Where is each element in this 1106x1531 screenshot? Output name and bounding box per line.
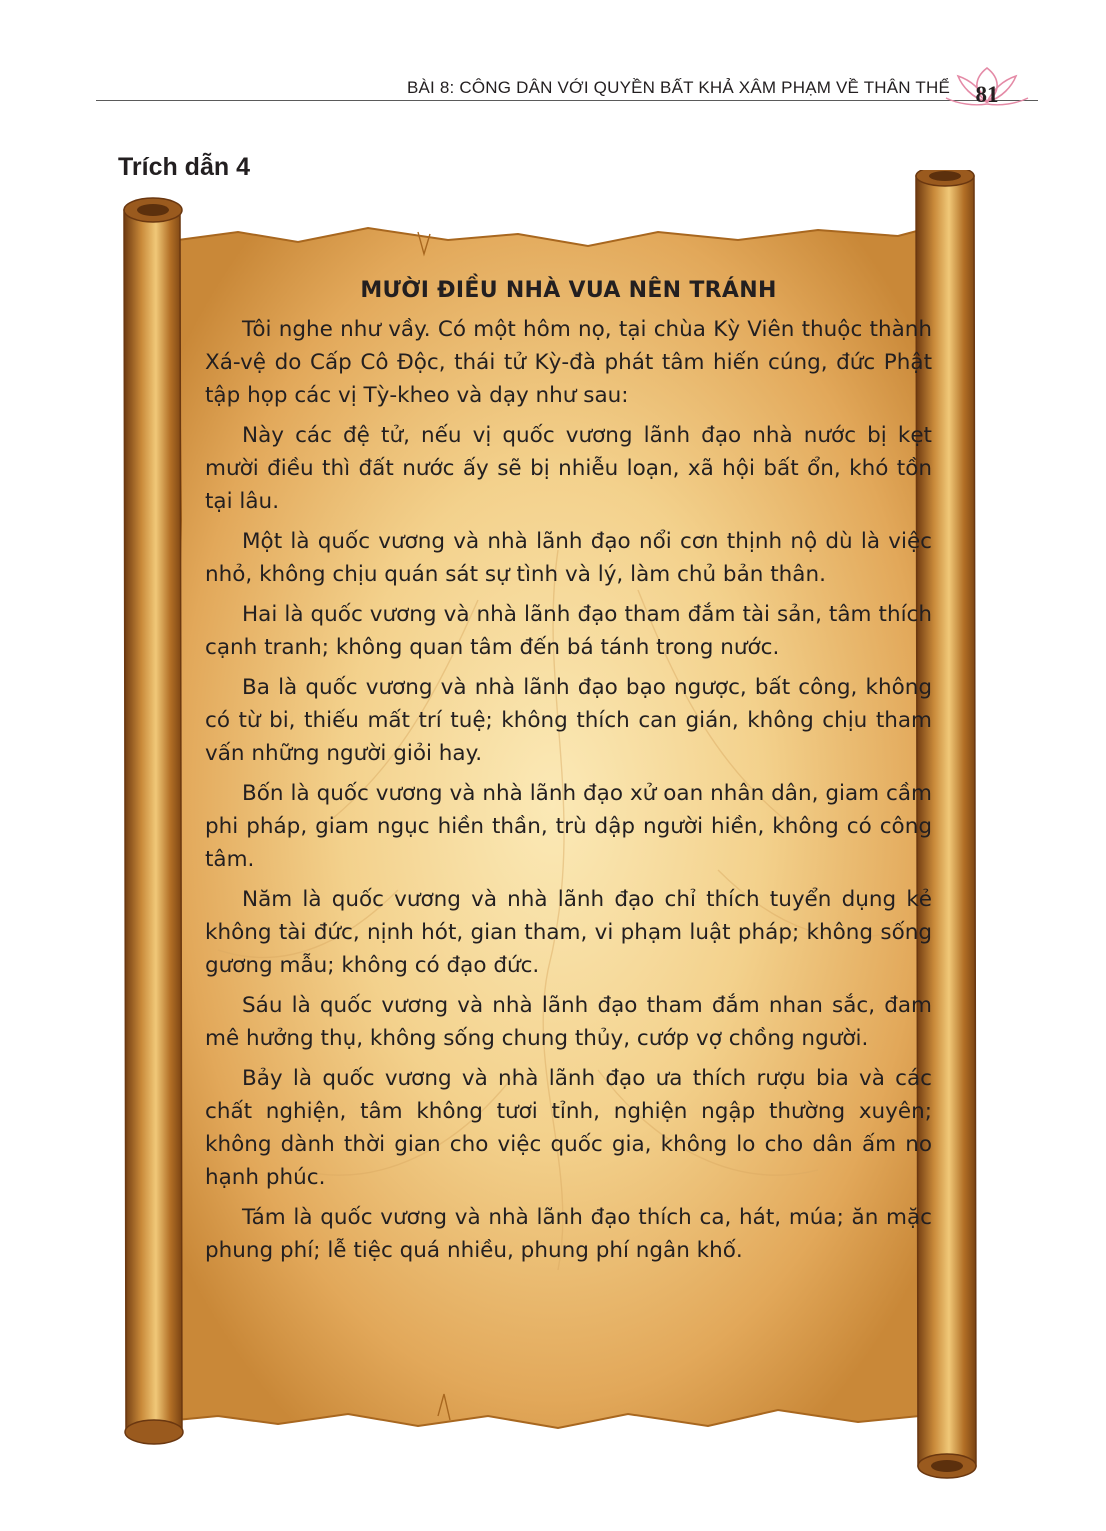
paragraph-six: Sáu là quốc vương và nhà lãnh đạo tham đắm nhan sắc, đam mê hưởng thụ, không sống chung thủy, cướp vợ chồng người. xyxy=(205,993,932,1051)
paragraph-one: Một là quốc vương và nhà lãnh đạo nổi cơn thịnh nộ dù là việc nhỏ, không chịu quán sát sự tình và lý, làm chủ bản thân. xyxy=(205,529,932,587)
paragraph-preface: Này các đệ tử, nếu vị quốc vương lãnh đạo nhà nước bị kẹt mười điều thì đất nước ấy sẽ bị nhiễu loạn, xã hội bất ổn, khó tồn tại lâu. xyxy=(205,423,932,514)
section-heading: Trích dẫn 4 xyxy=(118,153,250,181)
paragraph-three: Ba là quốc vương và nhà lãnh đạo bạo ngược, bất công, không có từ bi, thiếu mất trí tuệ; không thích can gián, không chịu tham vấn những người giỏi hay. xyxy=(205,675,932,766)
paragraph-five: Năm là quốc vương và nhà lãnh đạo chỉ thích tuyển dụng kẻ không tài đức, nịnh hót, gian tham, vi phạm luật pháp; không sống gương mẫu; không có đạo đức. xyxy=(205,887,932,978)
page-number: 81 xyxy=(975,82,999,107)
running-header: BÀI 8: CÔNG DÂN VỚI QUYỀN BẤT KHẢ XÂM PHẠM VỀ THÂN THỂ xyxy=(406,78,950,97)
paragraph-eight: Tám là quốc vương và nhà lãnh đạo thích ca, hát, múa; ăn mặc phung phí; lễ tiệc quá nhiều, phung phí ngân khố. xyxy=(205,1205,932,1263)
paragraph-two: Hai là quốc vương và nhà lãnh đạo tham đắm tài sản, tâm thích cạnh tranh; không quan tâm đến bá tánh trong nước. xyxy=(205,602,932,660)
page-number-badge xyxy=(944,62,1030,112)
paragraph-seven: Bảy là quốc vương và nhà lãnh đạo ưa thích rượu bia và các chất nghiện, tâm không tươi tỉnh, nghiện ngập thường xuyên; không dành thời gian cho việc quốc gia, không lo cho dân ấm no hạnh phúc. xyxy=(205,1066,932,1190)
scroll-title: MƯỜI ĐIỀU NHÀ VUA NÊN TRÁNH xyxy=(360,278,777,303)
header-divider xyxy=(96,100,1038,101)
scroll-content xyxy=(205,278,932,1274)
paragraph-intro: Tôi nghe như vầy. Có một hôm nọ, tại chùa Kỳ Viên thuộc thành Xá-vệ do Cấp Cô Độc, thái tử Kỳ-đà phát tâm hiến cúng, đức Phật tập họp các vị Tỳ-kheo và dạy như sau: xyxy=(205,317,932,408)
paragraph-four: Bốn là quốc vương và nhà lãnh đạo xử oan nhân dân, giam cầm phi pháp, giam ngục hiền thần, trù dập người hiền, không có công tâm. xyxy=(205,781,932,872)
